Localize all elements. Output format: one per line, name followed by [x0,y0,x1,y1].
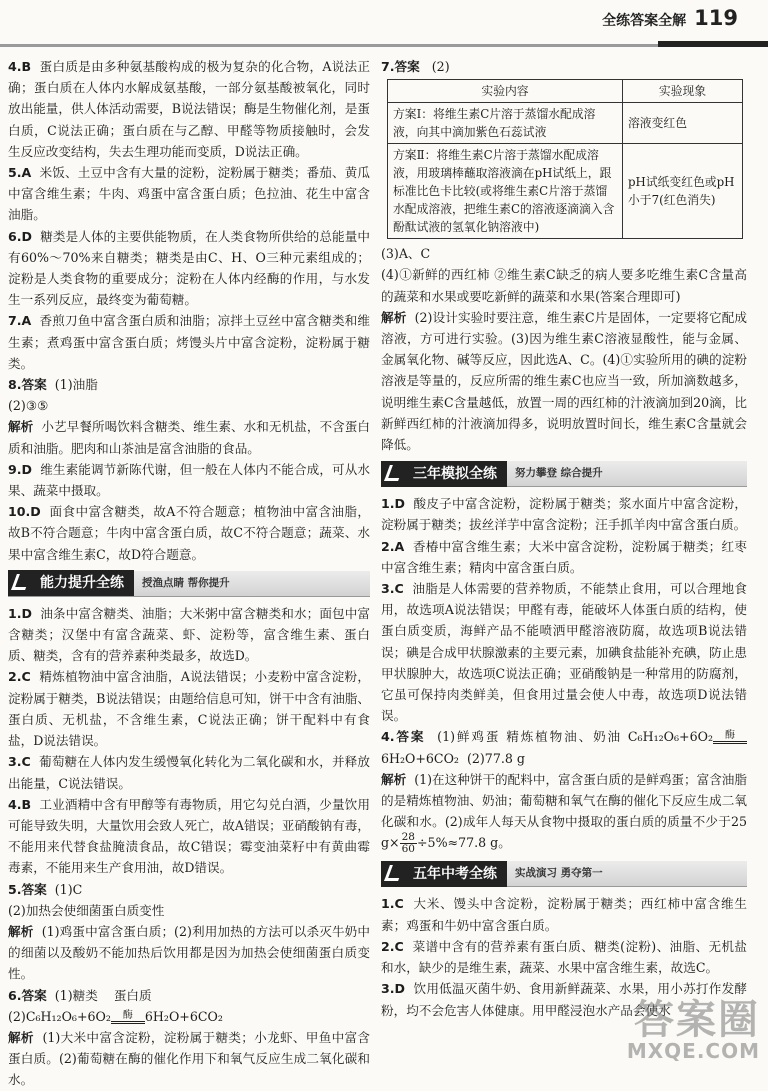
answer-5: 5.答案 (1)C [8,881,83,897]
answer-4: 4.答案 (1)鲜鸡蛋 精炼植物油、奶油 C₆H₁₂O₆+6O₂ 酶 6H₂O+6CO₂ (2)77.8 g [381,726,747,768]
table-header-cell: 实验现象 [623,80,743,103]
answer-text: 米饭、土豆中含有大量的淀粉，淀粉属于糖类；番茄、黄瓜中富含维生素；牛肉、鸡蛋中富含蛋白质；色拉油、花生中富含油脂。 [8,165,370,223]
experiment-table [387,79,743,239]
answer-list [8,603,370,879]
answer-number: 3.C [381,581,404,597]
answer-item [381,893,747,935]
answer-item [381,936,747,978]
answer-item [8,603,370,667]
answer-item [381,493,747,535]
reaction-arrow: 酶 [713,731,747,744]
table-cell: 方案Ⅱ：将维生素C片溶于蒸馏水配成溶液，用玻璃棒蘸取溶液滴在pH试纸上，跟标准比色卡比较(或将维生素C片溶于蒸馏水配成溶液，把维生素C的溶液逐滴滴入含酚酞试液的氢氧化钠溶液中) [388,144,623,239]
answer-number: 5.A [8,165,32,181]
answer-6: 6.答案 (1)糖类 蛋白质 [8,987,152,1003]
answer-text: 菜谱中含有的营养素有蛋白质、糖类(淀粉)、油脂、无机盐和水，缺少的是维生素，蔬菜、水果中富含维生素，故选C。 [381,938,747,976]
answer-item [381,536,747,578]
header-rule [0,44,768,47]
header-rule-accent [658,41,768,47]
answer-item [8,501,370,565]
section-title: 能力提升全练 [34,570,134,596]
section-three-year [381,461,747,487]
section-subtitle: 授渔点睛 帮你提升 [142,576,230,589]
answer-4-explanation: 解析 (1)在这种饼干的配料中，富含蛋白质的是鲜鸡蛋；富含油脂的是精炼植物油、奶油；葡萄糖和氧气在酶的催化下反应生成二氧化碳和水。(2)成年人每天从食物中摄取的蛋白质的质量不少于25 g× $\frac{28}{60}$ ÷5%≈77.8 g。 [381,771,747,856]
answer-number: 1.D [381,496,406,512]
answer-number: 1.D [8,605,33,621]
page-header [602,8,738,32]
watermark: 答案圈 MXQE.COM [626,997,760,1063]
answer-number: 3.D [381,981,406,997]
answer-item [8,666,370,751]
answer-item [8,310,370,374]
section-subtitle: 努力攀登 综合提升 [515,467,603,480]
answer-number: 1.C [381,896,404,912]
answer-text: 大米、馒头中含淀粉，淀粉属于糖类；西红柿中富含维生素；鸡蛋和牛奶中富含蛋白质。 [381,896,747,933]
answer-text: 面食中富含糖类，故A不符合题意；植物油中富含油脂，故B不符合题意；牛肉中富含蛋白质，故C不符合题意；蔬菜、水果中富含维生素C，故D符合题意。 [8,504,370,562]
answer-5-part2: (2)加热会使细菌蛋白质变性 [8,902,165,918]
answer-text: 饮用低温灭菌牛奶、食用新鲜蔬菜、水果，用小苏打作发酵粉，均不会危害人体健康。用甲醛浸泡水产品会使水 [381,981,748,1018]
pen-icon [381,461,407,487]
section-title: 五年中考全练 [407,861,507,887]
answer-item [8,459,370,501]
answer-text: 精炼植物油中富含油脂，A说法错误；小麦粉中富含淀粉，淀粉属于糖类，B说法错误；由题给信息可知，饼干中含有油脂、蛋白质、无机盐，不含维生素，C说法正确；饼干配料中有食盐，D说法错误。 [8,669,370,749]
answer-text: 蛋白质是由多种氨基酸构成的极为复杂的化合物，A说法正确；蛋白质在人体内水解成氨基酸，一部分氨基酸被氧化，同时放出能量，供人体活动需要，B说法错误；酶是生物催化剂，是蛋白质，C说法正确；蛋白质在与乙醇、甲醛等物质接触时，会发生反应改变结构，失去生理功能而变质，D说法正确。 [8,59,370,159]
reaction-arrow: 酶 [111,1011,145,1024]
answer-text: 油条中富含糖类、油脂；大米粥中富含糖类和水；面包中富含糖类；汉堡中有富含蔬菜、虾、淀粉等，富含维生素、蛋白质、糖类，含有的营养素种类最多，故选D。 [8,605,370,664]
answer-list [8,56,370,374]
section-title: 三年模拟全练 [407,461,507,487]
answer-number: 2.C [381,938,404,954]
answer-list [8,459,370,565]
answer-number: 4.B [8,59,32,74]
answer-item [8,794,370,879]
table-header-row [388,80,743,103]
section-five-year [381,861,747,887]
answer-8-part2: (2)③⑤ [8,398,49,414]
answer-7: 7.答案 (2) [381,59,450,74]
answer-7-part4: (4)①新鲜的西红柿 ②维生素C缺乏的病人要多吃维生素C含量高的蔬菜和水果或要吃新鲜的蔬菜和水果(答案合理即可) [381,267,747,304]
header-title: 全练答案全解 [602,13,687,29]
answer-7-explanation: 解析 (2)设计实验时要注意，维生素C片是固体，一定要将它配成溶液，方可进行实验。(3)因为维生素C溶液显酸性，能与金属、金属氧化物、碱等反应，因此选A、C。(4)①实验所用的碘的淀粉溶液是等量的，反应所需的维生素C也应当一致，所加滴数越多，说明维生素C含量越低，放置一周的西红柿的汁液滴加到20滴，比新鲜西红柿的汁液滴加得多，说明放置时间长，维生素C含量就会降低。 [381,309,747,453]
answer-item [8,226,370,311]
answer-5-explanation: 解析 (1)鸡蛋中富含蛋白质；(2)利用加热的方法可以杀灭牛奶中的细菌以及酸奶不能加热后饮用都是因为加热会使细菌蛋白质变性。 [8,923,370,982]
answer-number: 4.B [8,796,32,812]
answer-6-explanation: 解析 (1)大米中富含淀粉，淀粉属于糖类；小龙虾、甲鱼中富含蛋白质。(2)葡萄糖在酶的催化作用下和氧气反应生成二氧化碳和水。 [8,1029,371,1088]
fraction: $\frac{28}{60}$ [401,831,415,856]
answer-number: 2.A [381,538,405,554]
table-header-cell: 实验内容 [388,80,623,103]
pen-icon [381,861,407,887]
answer-item [8,162,370,226]
answer-text: 香煎刀鱼中富含蛋白质和油脂；凉拌土豆丝中富含糖类和维生素；煮鸡蛋中富含蛋白质；烤馒头片中富含淀粉，淀粉属于糖类。 [8,313,370,371]
section-ability [8,571,370,597]
answer-text: 维生素能调节新陈代谢，但一般在人体内不能合成，可从水果、蔬菜中摄取。 [8,461,370,499]
answer-text: 工业酒精中含有甲醇等有毒物质，用它勾兑白酒，少量饮用可能导致失明，大量饮用会致人死亡，故A错误；亚硝酸钠有毒，不能用来代替食盐腌渍食品，故C错误；霉变油菜籽中有黄曲霉毒素，不能用来生产食用油，故D错误。 [8,796,370,876]
answer-text: 油脂是人体需要的营养物质，不能禁止食用，可以合理地食用，故选项A说法错误；甲醛有毒，能破坏人体蛋白质的结构，使蛋白质变质，海鲜产品不能喷洒甲醛溶液防腐，故选项B说法错误；碘是合成甲状腺激素的主要元素，加碘食盐能补充碘，防止患甲状腺肿大，故选项C说法正确；亚硝酸钠是一种常用的防腐剂，它虽可保持肉类鲜美，但食用过量会使人中毒，故选项D说法错误。 [381,581,748,724]
answer-item [8,751,370,793]
answer-number: 3.C [8,754,31,770]
answer-text: 葡萄糖在人体内发生缓慢氧化转化为二氧化碳和水，并释放出能量，C说法错误。 [8,754,371,791]
answer-7-part3: (3)A、C [381,246,431,262]
answer-number: 7.A [8,313,32,329]
table-row [388,103,743,144]
answer-8: 8.答案 (1)油脂 [8,377,98,393]
answer-text: 糖类是人体的主要供能物质，在人类食物所供给的总能量中有60%～70%来自糖类；糖类是由C、H、O三种元素组成的；淀粉是人类食物的重要成分；淀粉在人体内经酶的作用，与水发生一系列反应，最终变为葡萄糖。 [8,228,370,308]
table-cell: 溶液变红色 [623,103,743,144]
table-row [388,144,743,239]
answer-list [381,493,747,726]
answer-text: 香椿中富含维生素；大米中富含淀粉，淀粉属于糖类；红枣中富含维生素；精肉中富含蛋白质。 [381,538,747,575]
section-subtitle: 实战演习 勇夺第一 [515,867,603,880]
right-column [381,56,747,1021]
page-number: 119 [694,6,738,30]
answer-text: 酸皮子中富含淀粉，淀粉属于糖类；浆水面片中富含淀粉，淀粉属于糖类；拔丝洋芋中富含淀粉；汪手抓羊肉中富含蛋白质。 [381,496,748,533]
table-cell: pH试纸变红色或pH小于7(红色消失) [623,144,743,239]
answer-number: 6.D [8,228,33,244]
answer-number: 10.D [8,504,41,520]
left-column [8,56,370,1091]
answer-8-explanation: 解析 小艺早餐所喝饮料含糖类、维生素、水和无机盐，不含蛋白质和油脂。肥肉和山茶油是富含油脂的食品。 [8,419,370,456]
answer-item [8,56,370,162]
table-cell: 方案Ⅰ：将维生素C片溶于蒸馏水配成溶液，向其中滴加紫色石蕊试液 [388,103,623,144]
answer-6-equation: (2)C₆H₁₂O₆+6O₂ 酶 6H₂O+6CO₂ [8,1008,223,1024]
answer-item [381,578,747,726]
answer-number: 9.D [8,461,33,477]
answer-number: 2.C [8,669,31,685]
pen-icon [8,570,34,596]
